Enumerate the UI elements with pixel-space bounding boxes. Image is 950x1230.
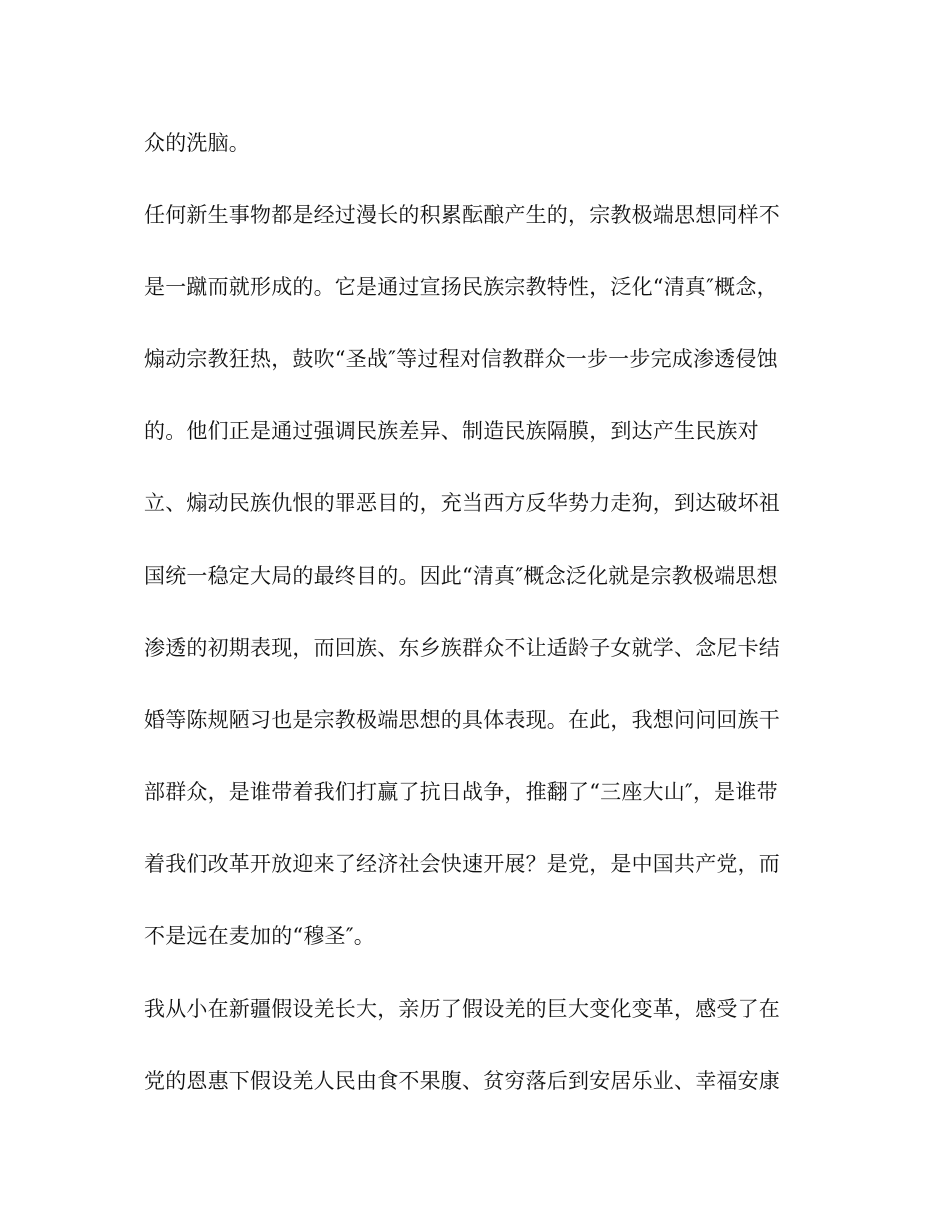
- text-line-13: 我从小在新疆假设羌长大，亲历了假设羌的巨大变化变革，感受了在: [144, 997, 780, 1021]
- text-line-2: 任何新生事物都是经过漫长的积累酝酿产生的，宗教极端思想同样不: [144, 203, 780, 227]
- text-line-12: 不是远在麦加的“穆圣″。: [144, 924, 375, 948]
- text-line-6: 立、煽动民族仇恨的罪恶目的，充当西方反华势力走狗，到达破坏祖: [144, 491, 780, 515]
- text-line-8: 渗透的初期表现，而回族、东乡族群众不让适龄子女就学、念尼卡结: [144, 636, 780, 660]
- text-line-3: 是一蹴而就形成的。它是通过宣扬民族宗教特性，泛化“清真″概念，: [144, 275, 778, 299]
- text-line-4: 煽动宗教狂热，鼓吹“圣战″等过程对信教群众一步一步完成渗透侵蚀: [144, 347, 778, 371]
- text-line-14: 党的恩惠下假设羌人民由食不果腹、贫穷落后到安居乐业、幸福安康: [144, 1069, 780, 1093]
- text-line-5: 的。他们正是通过强调民族差异、制造民族隔膜，到达产生民族对: [144, 419, 759, 443]
- text-line-11: 着我们改革开放迎来了经济社会快速开展？是党，是中国共产党，而: [144, 852, 780, 876]
- text-line-9: 婚等陈规陋习也是宗教极端思想的具体表现。在此，我想问问回族干: [144, 708, 780, 732]
- text-line-7: 国统一稳定大局的最终目的。因此“清真″概念泛化就是宗教极端思想: [144, 564, 778, 588]
- text-line-10: 部群众，是谁带着我们打赢了抗日战争，推翻了“三座大山″，是谁带: [144, 780, 778, 804]
- text-line-1: 众的洗脑。: [144, 131, 250, 155]
